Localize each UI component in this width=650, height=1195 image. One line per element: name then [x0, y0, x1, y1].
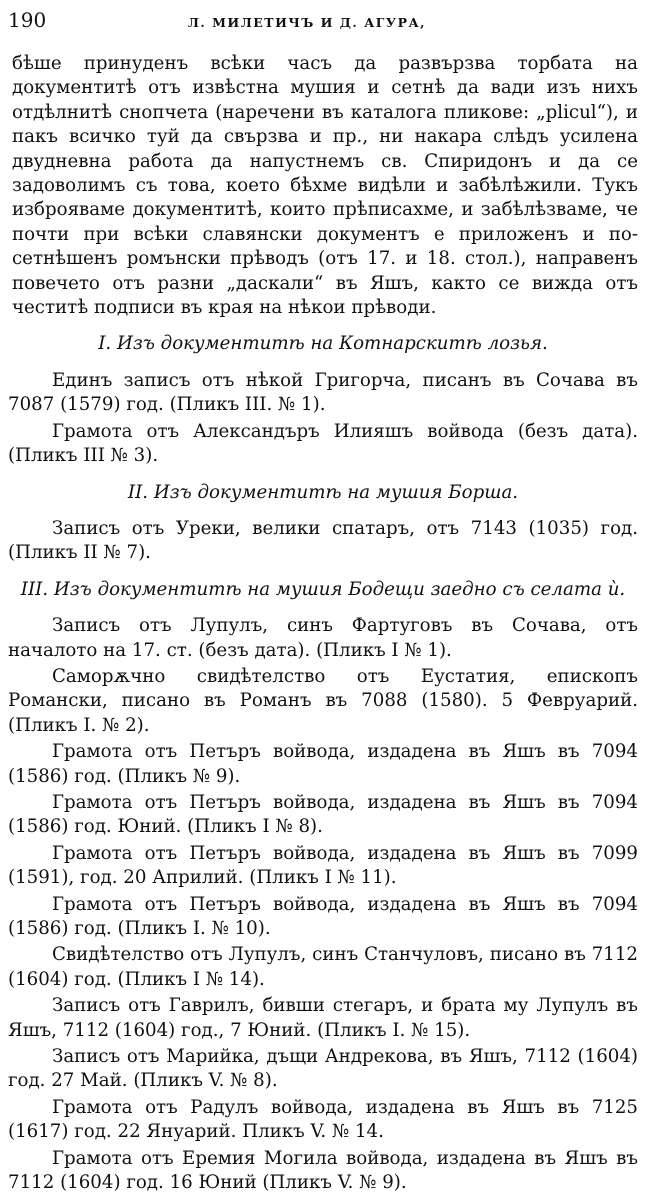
- list-item: Саморѫчно свидѣтелство отъ Еустатия, епископъ Романски, писано въ Романъ въ 7088 (1580). 5 Февруарий. (Пликъ I. № 2).: [8, 665, 638, 736]
- list-item: Свидѣтелство отъ Лупулъ, синъ Станчуловъ, писано въ 7112 (1604) год. (Пликъ I № 14).: [8, 944, 638, 990]
- list-item: Грамота отъ Петъръ войвода, издадена въ Яшъ въ 7094 (1586) год. (Пликъ I. № 10).: [8, 893, 638, 939]
- list-item: Грамота отъ Радулъ войвода, издадена въ Яшъ въ 7125 (1617) год. 22 Януарий. Пликъ V. № 14.: [8, 1096, 638, 1143]
- list-item: Записъ отъ Гаврилъ, бивши стегаръ, и брата му Лупулъ въ Яшъ, 7112 (1604) год., 7 Юний. (Пликъ I. № 15).: [8, 995, 638, 1041]
- list-item: Грамота отъ Петъръ войвода, издадена въ Яшъ въ 7099 (1591), год. 20 Априлий. (Пликъ I № 11).: [8, 842, 638, 889]
- section-heading-2: II. Изъ документитѣ на мушия Борша.: [127, 481, 519, 503]
- section-heading-1: I. Изъ документитѣ на Котнарскитѣ лозья.: [98, 333, 548, 355]
- list-item: Грамота отъ Петъръ войвода, издадена въ Яшъ въ 7094 (1586) год. Юний. (Пликъ I № 8).: [8, 791, 638, 838]
- page-header: [8, 8, 638, 38]
- section-heading-3: III. Изъ документитѣ на мушия Бодещи заедно съ селата ѝ.: [20, 578, 626, 600]
- list-item: Грамота отъ Еремия Могила войвода, издадена въ Яшъ въ 7112 (1604) год. 16 Юний (Пликъ V. № 9).: [8, 1147, 638, 1194]
- list-item: Записъ отъ Уреки, велики спатаръ, отъ 7143 (1035) год. (Пликъ II № 7).: [8, 517, 638, 564]
- page-number: 190: [8, 8, 47, 32]
- list-item: Записъ отъ Лупулъ, синъ Фартуговъ въ Сочава, отъ началото на 17. ст. (безъ дата). (Пликъ I № 1).: [8, 615, 638, 661]
- list-item: Грамота отъ Петъръ войвода, издадена въ Яшъ въ 7094 (1586) год. (Пликъ № 9).: [8, 741, 638, 787]
- intro-paragraph: бѣше принуденъ всѣки часъ да развързва торбата на документитѣ отъ извѣстна мушия и сетнѣ да вади изъ нихъ отдѣлнитѣ снопчета (наречени въ каталога пликове: „plicul“), и пакъ всичко туй да свързва и пр., ни накара слѣдъ усилена двудневна работа да напустнемъ св. Спиридонъ и да се задоволимъ съ това, което бѣхме видѣли и забѣлѣжили. Тукъ изброяваме документитѣ, които прѣписахме, и забѣлѣзваме, че почти при всѣки славянски документъ е приложенъ и по-сетнѣшенъ ромънски прѣводъ (отъ 17. и 18. стол.), направенъ повечето отъ разни „даскали“ въ Яшъ, както се вижда отъ честитѣ подписи въ края на нѣкои прѣводи.: [12, 53, 638, 319]
- running-head: Л. МИЛЕТИЧЪ И Д. АГУРА,: [187, 15, 426, 30]
- list-item: Записъ отъ Марийка, дъщи Андрекова, въ Яшъ, 7112 (1604) год. 27 Май. (Пликъ V. № 8).: [8, 1046, 638, 1092]
- list-item: Грамота отъ Александъръ Илияшъ войвода (безъ дата). (Пликъ III № 3).: [8, 420, 638, 467]
- list-item: Единъ записъ отъ нѣкой Григорча, писанъ въ Сочава въ 7087 (1579) год. (Пликъ III. № 1).: [8, 369, 638, 416]
